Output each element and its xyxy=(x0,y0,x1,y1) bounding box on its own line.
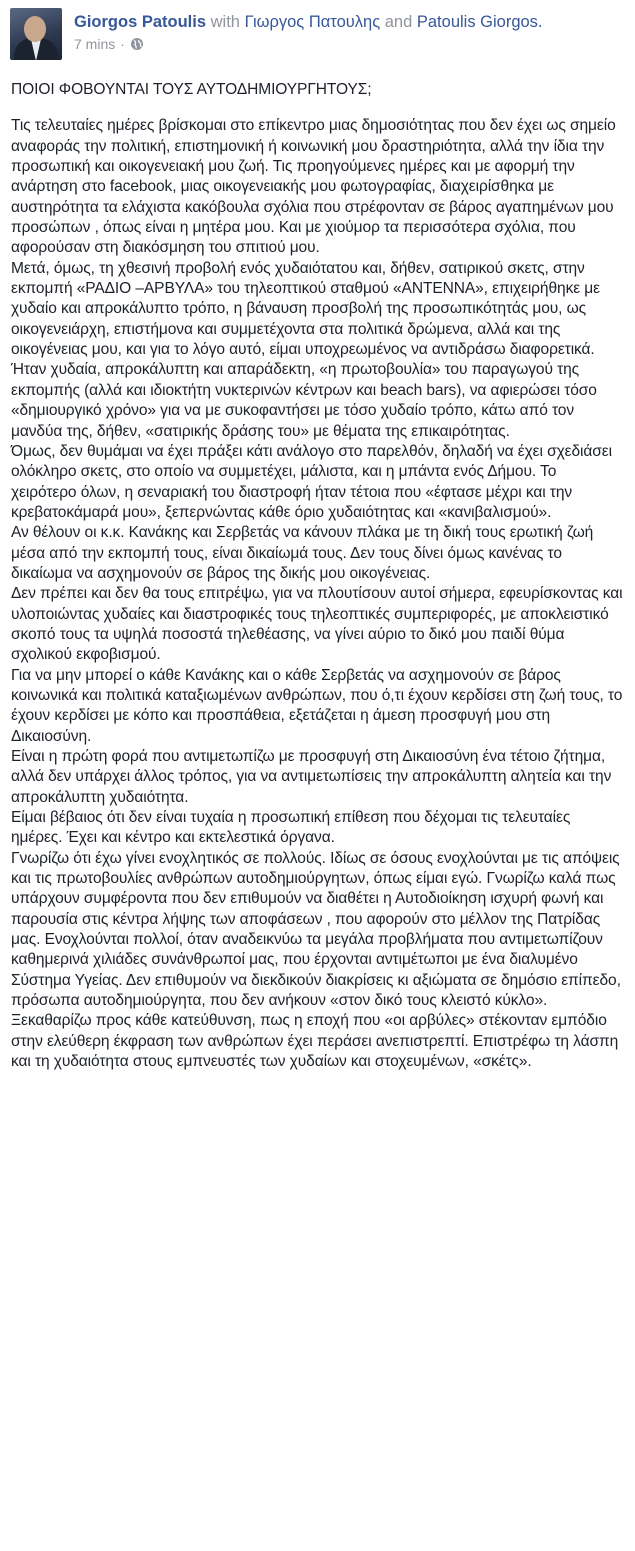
avatar[interactable] xyxy=(10,8,62,60)
author-name-link[interactable]: Giorgos Patoulis xyxy=(74,13,207,31)
separator-dot: · xyxy=(120,36,125,52)
post-paragraph: Για να μην μπορεί ο κάθε Κανάκης και ο κάθε Σερβετάς να ασχημονούν σε βάρος κοινωνικά και πολιτικά καταξιωμένων ανθρώπων, που ό,τι έχουν κερδίσει στη ζωή τους, το έχουν κερδίσει με κόπο και προσπάθεια, εξετάζεται η άμεση προσφυγή μου στη Δικαιοσύνη. xyxy=(11,666,623,745)
post-paragraph: Είμαι βέβαιος ότι δεν είναι τυχαία η προσωπική επίθεση που δέχομαι τις τελευταίες ημέρες. Έχει και κέντρο και εκτελεστικά όργανα. xyxy=(11,809,571,847)
timestamp-link[interactable]: 7 mins xyxy=(74,36,116,52)
tagged-user-1-link[interactable]: Γιωργος Πατουλης xyxy=(244,13,381,31)
avatar-face xyxy=(24,16,46,42)
post-header xyxy=(10,8,543,60)
post-timeline xyxy=(74,36,543,52)
tagged-user-2-link[interactable]: Patoulis Giorgos. xyxy=(416,13,543,31)
post-paragraph: Όμως, δεν θυμάμαι να έχει πράξει κάτι ανάλογο στο παρελθόν, δηλαδή να έχει σχεδιάσει ολόκληρο σκετς, στο οποίο να συμμετέχει, μάλιστα, και η μπάντα ενός Δήμου. Το χειρότερο όλων, η σεναριακή του διαστροφή ήταν τέτοια που «έφτασε μέχρι και την κρεβατοκάμαρά μου», ξεπερνώντας κάθε όριο χυδαιότητας και «κανιβαλισμού». xyxy=(11,442,612,521)
and-label: and xyxy=(384,13,413,31)
post-body xyxy=(11,80,625,1073)
post-paragraph: Δεν πρέπει και δεν θα τους επιτρέψω, για να πλουτίσουν αυτοί σήμερα, εφευρίσκοντας και υλοποιώντας χυδαίες και διαστροφικές τους τηλεοπτικές συμπεριφορές, με αποκλειστικό σκοπό τους τα υψηλά ποσοστά τηλεθέασης, να γίνει αύριο το δικό μου παιδί θύμα σχολικού εκφοβισμού. xyxy=(11,585,623,664)
with-label: with xyxy=(210,13,240,31)
post-paragraph: Μετά, όμως, τη χθεσινή προβολή ενός χυδαιότατου και, δήθεν, σατιρικού σκετς, στην εκπομπή «ΡΑΔΙΟ –ΑΡΒΥΛΑ» του τηλεοπτικού σταθμού «ΑΝΤΕΝΝΑ», επιχειρήθηκε με χυδαίο και απροκάλυπτο τρόπο, η βάναυση προσβολή της προσωπικότητάς μου, ως οικογενειάρχη, επιστήμονα και συμμετέχοντα στα πολιτικά δρώμενα, αλλά και της οικογένειας μου, και για το λόγο αυτό, είμαι υποχρεωμένος να αντιδράσω διαφορετικά. xyxy=(11,259,600,359)
globe-icon[interactable] xyxy=(130,37,144,51)
post-paragraph: Ξεκαθαρίζω προς κάθε κατεύθυνση, πως η εποχή που «οι αρβύλες» στέκονταν εμπόδιο στην ελεύθερη έκφραση των ανθρώπων έχει περάσει ανεπιστρεπτί. Επιστρέφω τη λάσπη και τη χυδαιότητα στους εμπνευστές των χυδαίων και στοχευμένων, «σκέτς». xyxy=(11,1012,619,1071)
post-paragraph: Γνωρίζω ότι έχω γίνει ενοχλητικός σε πολλούς. Ιδίως σε όσους ενοχλούνται με τις απόψεις και τις πρωτοβουλίες ανθρώπων αυτοδημιούργητων, όπως είμαι εγώ. Γνωρίζω καλά πως υπάρχουν συμφέροντα που δεν επιθυμούν να διαθέτει η Αυτοδιοίκηση ισχυρή φωνή και παρουσία στις κέντρα λήψης των αποφάσεων , που αφορούν στο μέλλον της Πατρίδας μας. Ενοχλούνται πολλοί, όταν αναδεικνύω τα μεγάλα προβλήματα που αντιμετωπίζουν καθημερινά χιλιάδες συνάνθρωποί μας, που έρχονται αντιμέτωποι με ένα διαλυμένο Σύστημα Υγείας. Δεν επιθυμούν να διεκδικούν διακρίσεις κι αξιώματα σε δημόσιο επίπεδο, πρόσωπα αυτοδημιούργητα, που δεν ανήκουν «στον δικό τους κλειστό κύκλο». xyxy=(11,849,621,1010)
post-meta xyxy=(74,8,543,60)
post-paragraph: Αν θέλουν οι κ.κ. Κανάκης και Σερβετάς να κάνουν πλάκα με τη δική τους ερωτική ζωή μέσα από την εκπομπή τους, είναι δικαίωμά τους. Δεν τους δίνει όμως κανένας το δικαίωμα να ασχημονούν σε βάρος της δικής μου οικογένειας. xyxy=(11,524,594,582)
post-names xyxy=(74,11,543,33)
post-paragraph: Τις τελευταίες ημέρες βρίσκομαι στο επίκεντρο μιας δημοσιότητας που δεν έχει ως σημείο αναφοράς την πολιτική, επιστημονική ή κοινωνική μου δραστηριότητα, αλλά την ίδια την προσωπική και οικογενειακή μου ζωή. Τις προηγούμενες ημέρες και με αφορμή την ανάρτηση στο facebook, μιας οικογενειακής μου φωτογραφίας, διαχειρίσθηκα με αυστηρότητα τα ελάχιστα κακόβουλα σχόλια που στρέφονταν σε βάρος αγαπημένων μου προσώπων , όπως είναι η μητέρα μου. Και με χιούμορ τα περισσότερα σχόλια, που αφορούσαν στη διακόσμηση του σπιτιού μου. xyxy=(11,117,616,257)
post-paragraph: Ήταν χυδαία, απροκάλυπτη και απαράδεκτη, «η πρωτοβουλία» του παραγωγού της εκπομπής (αλλά και ιδιοκτήτη νυκτερινών κέντρων και beach bars), να αφιερώσει τόσο «δημιουργικό χρόνο» για να με συκοφαντήσει με τόσο χυδαίο τρόπο, κάτω από τον μανδύα της, δήθεν, «σατιρικής δράσης του» με θέματα της επικαιρότητας. xyxy=(11,361,597,440)
post-title: ΠΟΙΟΙ ΦΟΒΟΥΝΤΑΙ ΤΟΥΣ ΑΥΤΟΔΗΜΙΟΥΡΓΗΤΟΥΣ; xyxy=(11,81,372,98)
post-paragraph: Είναι η πρώτη φορά που αντιμετωπίζω με προσφυγή στη Δικαιοσύνη ένα τέτοιο ζήτημα, αλλά δεν υπάρχει άλλος τρόπος, για να αντιμετωπίσεις την απροκάλυπτη αλητεία και την απροκάλυπτη χυδαιότητα. xyxy=(11,748,612,806)
